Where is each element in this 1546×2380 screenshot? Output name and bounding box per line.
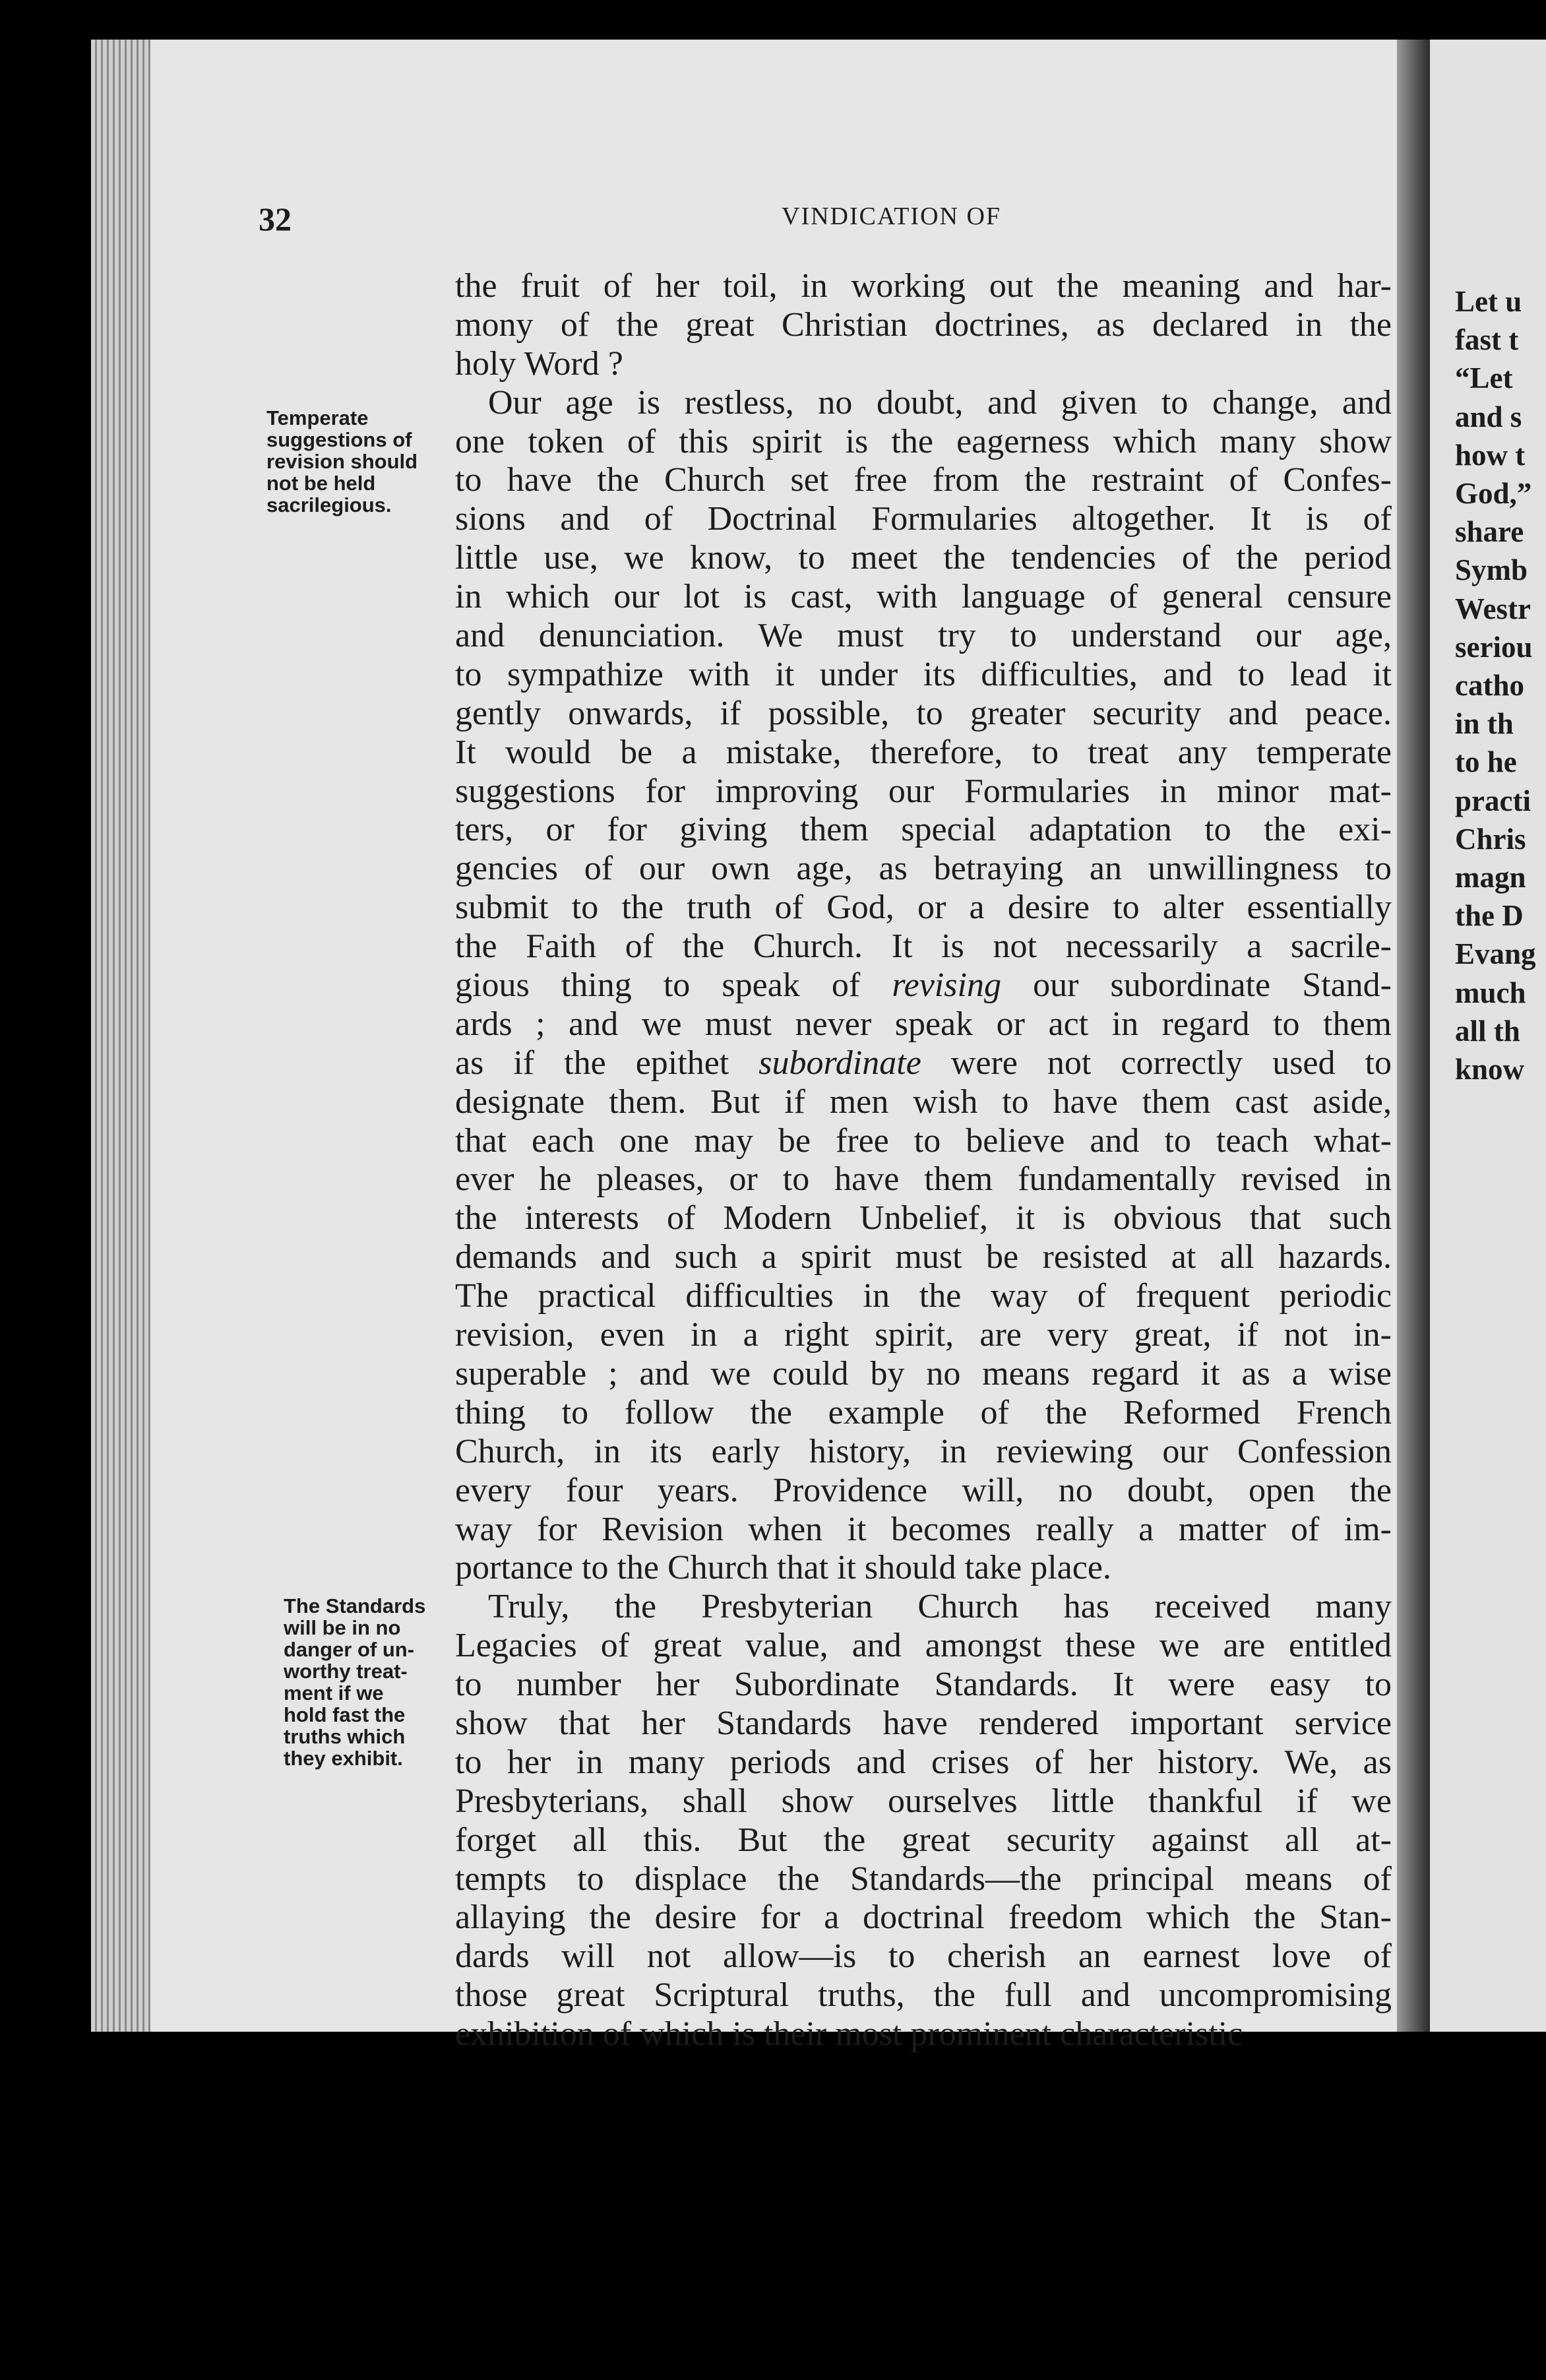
sidenote-line: danger of un- (284, 1638, 415, 1661)
text-line: gently onwards, if possible, to greater security and peace. (455, 694, 1392, 732)
sidenote-line: revision should (266, 450, 418, 473)
italic-word: subordinate (758, 1044, 921, 1082)
facing-page-line: how t (1455, 438, 1526, 472)
text-line: ters, or for giving them special adaptation to the exi- (455, 811, 1392, 849)
facing-page-line: fast t (1455, 323, 1519, 357)
text-line: one token of this spirit is the eagerness which many show (455, 422, 1392, 460)
sidenote-line: Temperate (266, 406, 369, 429)
italic-word: revising (892, 966, 1001, 1005)
text-line: ards ; and we must never speak or act in regard to them (455, 1005, 1392, 1043)
text-line: mony of the great Christian doctrines, as declared in the (455, 305, 1392, 344)
text-line: little use, we know, to meet the tendencies of the period (455, 539, 1392, 577)
facing-page-line: Westr (1455, 592, 1531, 625)
text-line: show that her Standards have rendered important service (455, 1704, 1392, 1742)
sidenote-line: sacrilegious. (266, 493, 392, 517)
text-line: the fruit of her toil, in working out the meaning and har- (455, 267, 1392, 305)
facing-page-line: magn (1455, 861, 1526, 894)
facing-page-line: Evang (1455, 937, 1536, 971)
text-line: thing to follow the example of the Reformed French (455, 1393, 1392, 1431)
facing-page-line: and s (1455, 400, 1522, 433)
facing-page-line: share (1455, 515, 1524, 549)
text-line: as if the epithet subordinate were not correctly used to (455, 1044, 1392, 1082)
sidenote-line: not be held (266, 472, 376, 495)
facing-page-line: catho (1455, 669, 1524, 702)
text-line: gencies of our own age, as betraying an unwillingness to (455, 850, 1392, 888)
text-line: forget all this. But the great security against all at- (455, 1821, 1392, 1859)
facing-page-line: know (1455, 1053, 1525, 1086)
facing-page (1430, 40, 1546, 2032)
facing-page-line: much (1455, 976, 1526, 1009)
text-line: way for Revision when it becomes really a matter of im- (455, 1510, 1392, 1548)
sidenote-line: worthy treat- (284, 1660, 408, 1683)
sidenote-line: they exhibit. (284, 1747, 403, 1770)
text-line: suggestions for improving our Formularies in minor mat- (455, 772, 1392, 810)
page-number: 32 (259, 201, 292, 237)
facing-page-line: to he (1455, 745, 1517, 779)
text-line: exhibition of which is their most prominent characteristic (455, 2015, 1243, 2053)
text-line: gious thing to speak of revising our subordinate Stand- (455, 966, 1392, 1005)
facing-page-line: God,” (1455, 477, 1532, 510)
text-line: Truly, the Presbyterian Church has received many (488, 1588, 1392, 1626)
book-gutter (1397, 40, 1430, 2032)
text-line: ever he pleases, or to have them fundamentally revised in (455, 1160, 1392, 1199)
text-line: designate them. But if men wish to have them cast aside, (455, 1082, 1392, 1121)
text-line: those great Scriptural truths, the full and uncompromising (455, 1976, 1392, 2015)
sidenote-line: hold fast the (284, 1703, 406, 1726)
facing-page-line: Let u (1455, 285, 1522, 318)
text-line: that each one may be free to believe and to teach what- (455, 1121, 1392, 1160)
text-line: portance to the Church that it should take place. (455, 1549, 1111, 1587)
facing-page-line: the D (1455, 899, 1524, 933)
text-line: It would be a mistake, therefore, to treat any temperate (455, 733, 1392, 771)
text-line: to sympathize with it under its difficulties, and to lead it (455, 655, 1392, 693)
sidenote-line: suggestions of (266, 428, 412, 451)
text-line: submit to the truth of God, or a desire to alter essentially (455, 889, 1392, 927)
text-line: tempts to displace the Standards—the principal means of (455, 1860, 1392, 1898)
text-line: Presbyterians, shall show ourselves little thankful if we (455, 1782, 1392, 1820)
sidenote-revision (266, 407, 417, 516)
facing-page-line: “Let (1455, 361, 1513, 395)
body-text (455, 267, 1392, 2054)
text-line: superable ; and we could by no means regard it as a wise (455, 1354, 1392, 1393)
facing-page-line: in th (1455, 707, 1514, 741)
text-line: holy Word ? (455, 344, 623, 383)
facing-page-line: seriou (1455, 630, 1533, 664)
facing-page-line: Chris (1455, 822, 1526, 856)
facing-page-line: practi (1455, 784, 1531, 817)
text-line: Church, in its early history, in reviewing our Confession (455, 1432, 1392, 1470)
sidenote-line: ment if we (284, 1681, 384, 1705)
text-line: the Faith of the Church. It is not necessarily a sacrile- (455, 927, 1392, 966)
sidenote-line: will be in no (284, 1616, 401, 1639)
text-line: the interests of Modern Unbelief, it is obvious that such (455, 1199, 1392, 1237)
text-line: to number her Subordinate Standards. It were easy to (455, 1666, 1392, 1704)
page-edges (91, 40, 157, 2032)
running-title: VINDICATION OF (782, 203, 1002, 230)
text-line: and denunciation. We must try to understand our age, (455, 617, 1392, 655)
sidenote-line: The Standards (284, 1594, 426, 1617)
text-line: sions and of Doctrinal Formularies altogether. It is of (455, 500, 1392, 538)
text-line: The practical difficulties in the way of frequent periodic (455, 1277, 1392, 1315)
text-line: to have the Church set free from the restraint of Confes- (455, 461, 1392, 499)
text-line: Our age is restless, no doubt, and given to change, and (488, 383, 1392, 422)
facing-page-line: all th (1455, 1014, 1520, 1048)
text-line: revision, even in a right spirit, are very great, if not in- (455, 1316, 1392, 1354)
text-line: to her in many periods and crises of her history. We, as (455, 1743, 1392, 1781)
text-line: in which our lot is cast, with language of general censure (455, 578, 1392, 616)
sidenote-line: truths which (284, 1725, 406, 1748)
text-line: dards will not allow—is to cherish an earnest love of (455, 1937, 1392, 1976)
text-line: every four years. Providence will, no doubt, open the (455, 1471, 1392, 1509)
text-line: allaying the desire for a doctrinal freedom which the Stan- (455, 1898, 1392, 1937)
text-line: demands and such a spirit must be resisted at all hazards. (455, 1238, 1392, 1276)
sidenote-standards (284, 1595, 425, 1769)
facing-page-line: Symb (1455, 553, 1528, 587)
text-line: Legacies of great value, and amongst these we are entitled (455, 1627, 1392, 1665)
